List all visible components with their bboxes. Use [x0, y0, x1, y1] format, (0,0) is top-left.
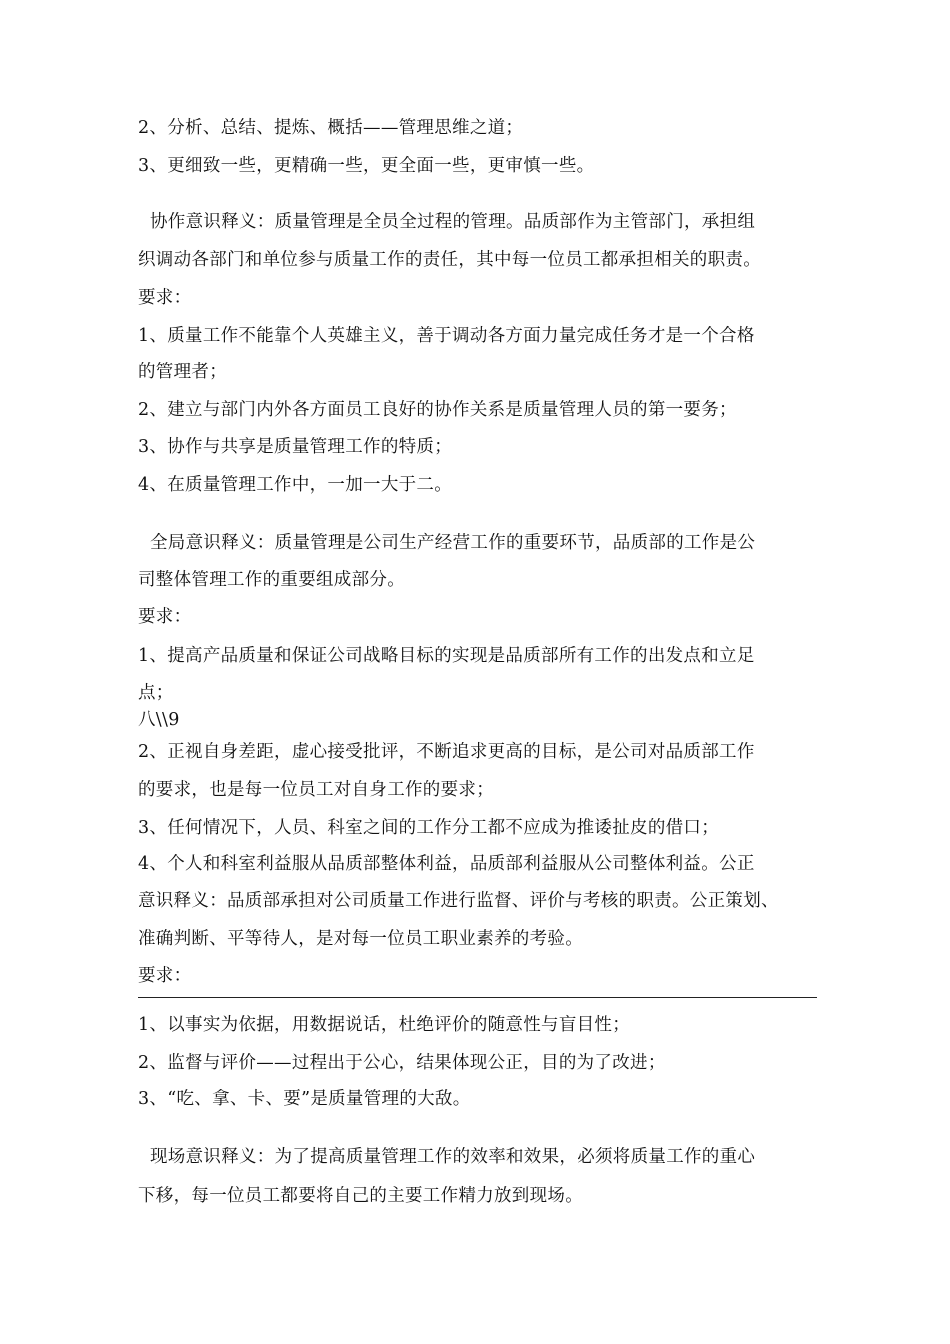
text-line: 的管理者；	[138, 362, 227, 382]
text-line: 4、个人和科室利益服从品质部整体利益，品质部利益服从公司整体利益。公正	[138, 854, 755, 874]
text-line: 准确判断、平等待人，是对每一位员工职业素养的考验。	[138, 929, 583, 949]
text-line: 织调动各部门和单位参与质量工作的责任，其中每一位员工都承担相关的职责。	[138, 250, 761, 270]
text-line: 1、提高产品质量和保证公司战略目标的实现是品质部所有工作的出发点和立足	[138, 646, 755, 666]
text-line: 要求：	[138, 966, 192, 986]
text-line: 要求：	[138, 288, 192, 308]
text-line: 3、协作与共享是质量管理工作的特质；	[138, 437, 453, 457]
text-line: 意识释义：品质部承担对公司质量工作进行监督、评价与考核的职责。公正策划、	[138, 891, 779, 911]
text-line: 3、更细致一些，更精确一些，更全面一些，更审慎一些。	[138, 156, 595, 176]
text-line: 司整体管理工作的重要组成部分。	[138, 570, 405, 590]
text-line: 3、任何情况下，人员、科室之间的工作分工都不应成为推诿扯皮的借口；	[138, 818, 720, 838]
horizontal-rule	[138, 997, 817, 998]
text-line: 点；	[138, 683, 174, 703]
text-line: 的要求，也是每一位员工对自身工作的要求；	[138, 780, 494, 800]
text-line: 2、建立与部门内外各方面员工良好的协作关系是质量管理人员的第一要务；	[138, 400, 737, 420]
paragraph-heading-line: 协作意识释义：质量管理是全员全过程的管理。品质部作为主管部门，承担组	[150, 212, 756, 232]
text-line: 4、在质量管理工作中，一加一大于二。	[138, 475, 453, 495]
text-line: 2、监督与评价——过程出于公心，结果体现公正，目的为了改进；	[138, 1053, 666, 1073]
text-line: 八\\9	[138, 710, 180, 730]
text-line: 2、分析、总结、提炼、概括——管理思维之道；	[138, 118, 524, 138]
text-line: 1、以事实为依据，用数据说话，杜绝评价的随意性与盲目性；	[138, 1015, 631, 1035]
text-line: 下移，每一位员工都要将自己的主要工作精力放到现场。	[138, 1186, 583, 1206]
text-line: 3、“吃、拿、卡、要”是质量管理的大敌。	[138, 1089, 471, 1109]
text-line: 2、正视自身差距，虚心接受批评，不断追求更高的目标，是公司对品质部工作	[138, 742, 755, 762]
paragraph-heading-line: 现场意识释义：为了提高质量管理工作的效率和效果，必须将质量工作的重心	[150, 1147, 756, 1167]
text-line: 要求：	[138, 607, 192, 627]
text-line: 1、质量工作不能靠个人英雄主义，善于调动各方面力量完成任务才是一个合格	[138, 326, 755, 346]
paragraph-heading-line: 全局意识释义：质量管理是公司生产经营工作的重要环节，品质部的工作是公	[150, 533, 756, 553]
